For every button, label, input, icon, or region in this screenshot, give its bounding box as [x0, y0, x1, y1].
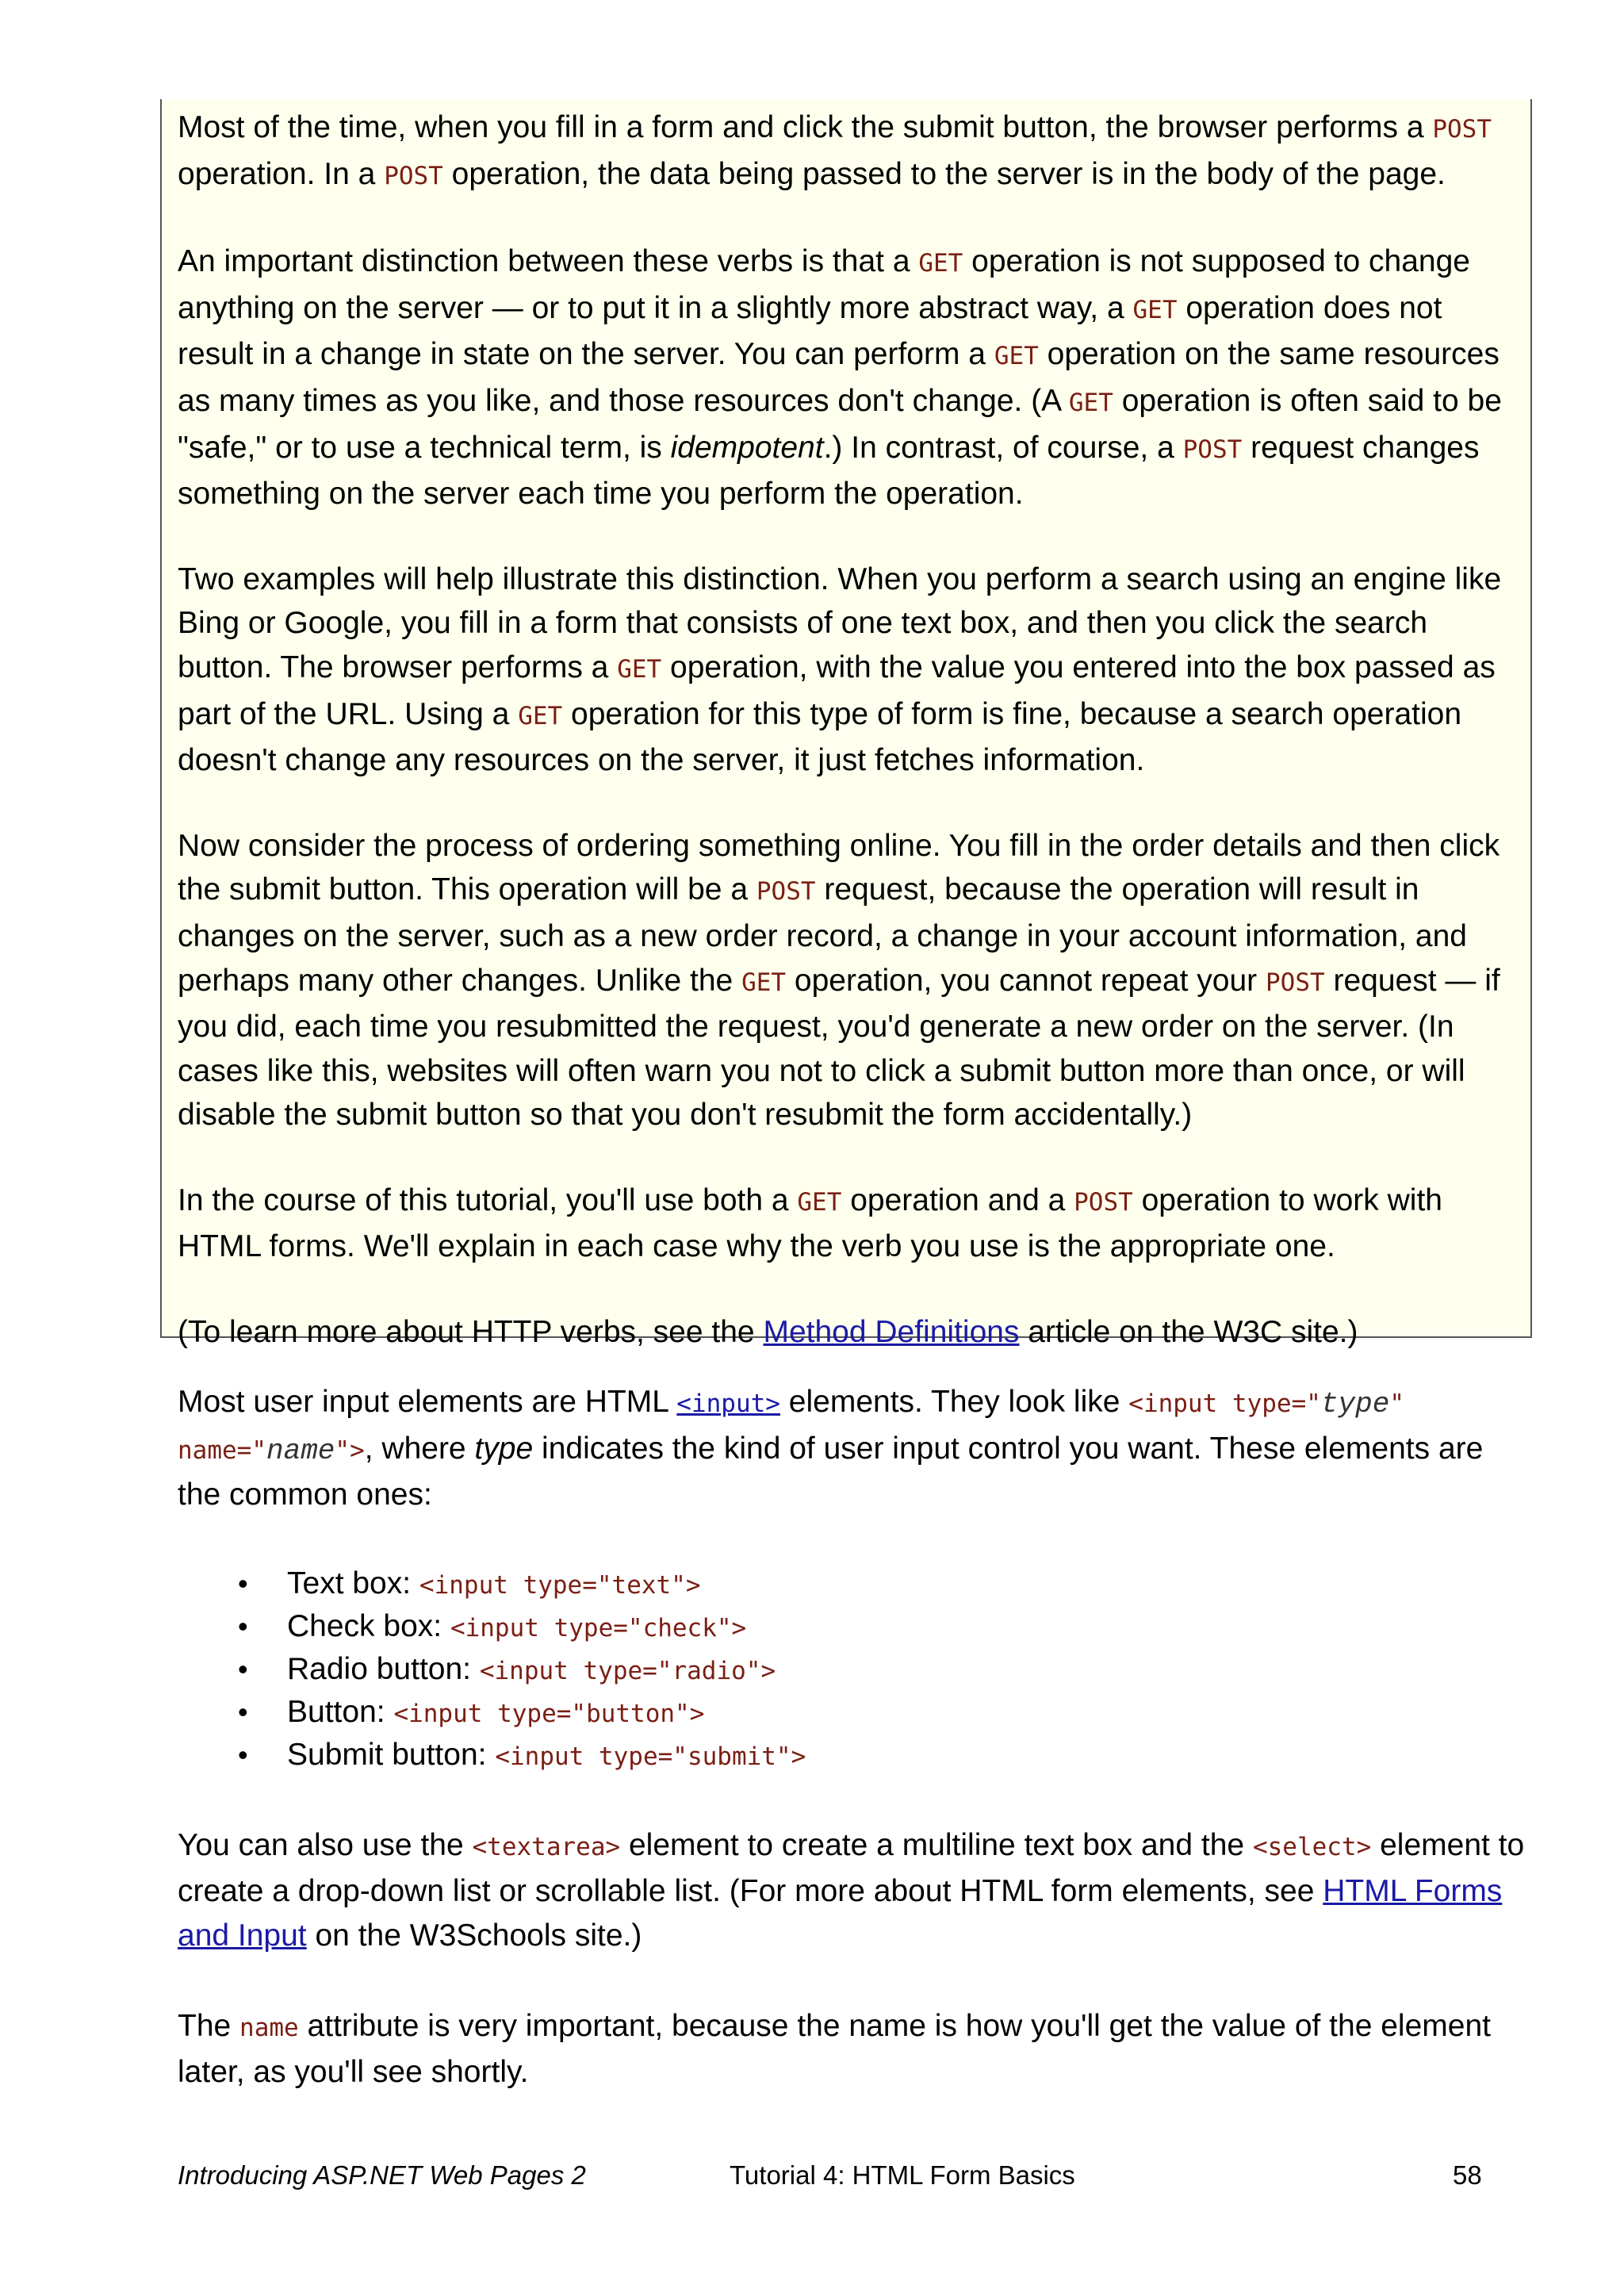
code-placeholder: type	[1320, 1388, 1390, 1420]
text: element to create a drop-down list or scrollable list. (For more about HTML form elements, see	[178, 1827, 1525, 1909]
page-number: 58	[1453, 2160, 1482, 2190]
list-item	[238, 1649, 1526, 1692]
code-get: GET	[617, 654, 662, 684]
list-item-label: Check box:	[287, 1608, 450, 1643]
text: on the W3Schools site.)	[306, 1918, 642, 1953]
text: request — if you did, each time you resubmitted the request, you'd generate a new order on the server. (In cases like this, websites will often warn you not to click a submit button more than once, or will disable the submit button so that you don't resubmit the form accidentally.)	[178, 963, 1500, 1133]
list-item-code: <input type="radio">	[479, 1656, 776, 1685]
text: In the course of this tutorial, you'll use both a	[178, 1182, 798, 1217]
text: Most of the time, when you fill in a form and click the submit button, the browser performs a	[178, 110, 1433, 144]
list-item-label: Button:	[287, 1694, 394, 1729]
text: operation does not result in a change in state on the server. You can perform a	[178, 290, 1442, 372]
bullet-icon: •	[238, 1652, 248, 1685]
list-item	[238, 1606, 1526, 1649]
list-item-label: Text box:	[287, 1566, 419, 1600]
main-body-text	[178, 1380, 1526, 2095]
text: operation. In a	[178, 156, 385, 191]
code-snippet: ">	[335, 1435, 365, 1465]
code-post: POST	[1432, 115, 1492, 144]
code-post: POST	[1266, 968, 1325, 997]
text: Two examples will help illustrate this distinction. When you perform a search using an engine like Bing or Google, you fill in a form that consists of one text box, and then you click the search button. The browser performs a	[178, 562, 1502, 684]
bullet-icon: •	[238, 1609, 248, 1642]
text: elements. They look like	[779, 1385, 1129, 1419]
code-name: name	[239, 2013, 299, 2042]
code-textarea: <textarea>	[472, 1832, 621, 1861]
body-paragraph-name-attribute	[178, 2004, 1526, 2095]
page-footer	[178, 2156, 1486, 2195]
text: indicates the kind of user input control you want. These elements are the common ones:	[178, 1431, 1484, 1512]
code-snippet: <input type="	[1128, 1389, 1321, 1418]
text: request, because the operation will result in changes on the server, such as a new order record, a change in your account information, and perhaps many other changes. Unlike the	[178, 872, 1467, 998]
html-forms-and-input-link[interactable]: HTML Forms and Input	[178, 1874, 1503, 1953]
emphasis: idempotent	[670, 430, 824, 465]
code-post: POST	[1182, 435, 1243, 464]
text: Now consider the process of ordering something online. You fill in the order details and then click the submit button. This operation will be a	[178, 828, 1500, 907]
text: operation, you cannot repeat your	[786, 963, 1266, 998]
code-get: GET	[918, 249, 963, 278]
list-item-code: <input type="submit">	[495, 1742, 806, 1771]
text: request changes something on the server each time you perform the operation.	[178, 430, 1480, 512]
list-item	[238, 1563, 1526, 1606]
text: operation, with the value you entered into the box passed as part of the URL. Using a	[178, 650, 1496, 731]
text: (To learn more about HTTP verbs, see the	[178, 1315, 764, 1350]
code-get: GET	[797, 1187, 842, 1217]
code-get: GET	[994, 342, 1039, 371]
code-get: GET	[1068, 388, 1113, 417]
code-select: <select>	[1252, 1832, 1372, 1861]
list-item-label: Submit button:	[287, 1737, 496, 1772]
code-post: POST	[1074, 1187, 1133, 1217]
note-paragraph-search-example	[178, 558, 1515, 783]
note-paragraph-post	[178, 105, 1515, 198]
code-post: POST	[384, 161, 443, 190]
text: attribute is very important, because the name is how you'll get the value of the element later, as you'll see shortly.	[178, 2008, 1491, 2090]
emphasis: type	[474, 1431, 534, 1466]
text: article on the W3C site.)	[1019, 1315, 1358, 1350]
text: operation is often said to be "safe," or to use a technical term, is	[178, 383, 1502, 465]
code-post: POST	[756, 877, 816, 907]
code-placeholder: name	[266, 1434, 335, 1467]
code-snippet: " name="	[178, 1389, 1405, 1465]
sidebar-note-box	[160, 99, 1532, 1350]
text: You can also use the	[178, 1827, 473, 1862]
text: operation, the data being passed to the server is in the body of the page.	[442, 156, 1446, 191]
method-definitions-link[interactable]: Method Definitions	[763, 1315, 1020, 1350]
text: operation is not supposed to change anything on the server — or to put it in a slightly more abstract way, a	[178, 244, 1470, 325]
code-get: GET	[741, 968, 787, 997]
note-paragraph-learn-more	[178, 1310, 1515, 1355]
body-paragraph-textarea-select	[178, 1823, 1526, 1958]
text: .) In contrast, of course, a	[823, 430, 1183, 465]
bullet-icon: •	[238, 1738, 248, 1771]
list-item	[238, 1734, 1526, 1777]
note-paragraph-tutorial	[178, 1179, 1515, 1269]
text: The	[178, 2008, 240, 2043]
list-item-code: <input type="check">	[450, 1613, 747, 1642]
footer-book-title: Introducing ASP.NET Web Pages 2	[178, 2160, 586, 2190]
list-item-label: Radio button:	[287, 1651, 480, 1686]
footer-chapter-title: Tutorial 4: HTML Form Basics	[730, 2160, 1075, 2190]
input-types-list	[178, 1563, 1526, 1777]
text: Most user input elements are HTML	[178, 1385, 677, 1419]
code-get: GET	[518, 701, 563, 730]
code-get: GET	[1132, 295, 1178, 324]
text: operation and a	[841, 1182, 1074, 1217]
list-item	[238, 1692, 1526, 1734]
text: An important distinction between these verbs is that a	[178, 244, 919, 279]
list-item-code: <input type="button">	[393, 1699, 705, 1728]
text: operation to work with HTML forms. We'll explain in each case why the verb you use is the appropriate one.	[178, 1182, 1442, 1264]
bullet-icon: •	[238, 1566, 248, 1600]
text: element to create a multiline text box and the	[620, 1827, 1253, 1862]
input-element-link[interactable]: <input>	[676, 1389, 780, 1418]
bullet-icon: •	[238, 1695, 248, 1728]
note-paragraph-order-example	[178, 824, 1515, 1137]
text: , where	[364, 1431, 475, 1466]
note-paragraph-distinction	[178, 240, 1515, 516]
text: operation on the same resources as many times as you like, and those resources don't change. (A	[178, 337, 1500, 418]
body-paragraph-input-elements	[178, 1380, 1526, 1517]
text: operation for this type of form is fine, because a search operation doesn't change any resources on the server, it just fetches information.	[178, 696, 1462, 778]
list-item-code: <input type="text">	[419, 1570, 701, 1600]
